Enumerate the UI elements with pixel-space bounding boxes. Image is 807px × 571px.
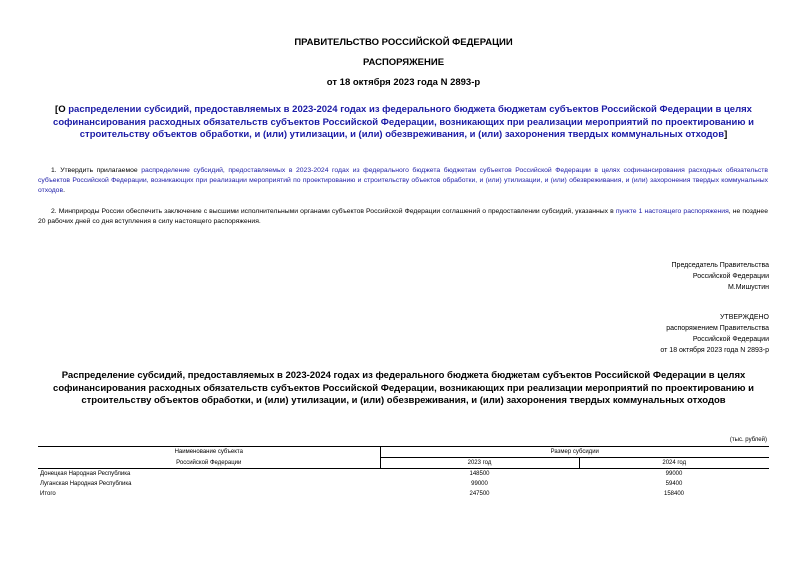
title-close-bracket: ]: [724, 129, 728, 140]
signature-name: М.Мишустин: [727, 284, 769, 291]
paragraph-2-prefix: 2. Минприроды России обеспечить заключение с высшими исполнительными органами субъектов Российской Федерации соглашений о предоставлении субсидий, указанных в: [51, 208, 616, 215]
row-2023: 148500: [469, 471, 490, 477]
document-date-number: от 18 октября 2023 года N 2893-р: [326, 77, 481, 88]
government-heading: ПРАВИТЕЛЬСТВО РОССИЙСКОЙ ФЕДЕРАЦИИ: [294, 37, 513, 48]
paragraph-1: [38, 166, 768, 196]
approval-block: [660, 312, 769, 356]
document-title: [36, 104, 771, 142]
signature-organization: Российской Федерации: [692, 273, 769, 280]
approval-heading: УТВЕРЖДЕНО: [719, 314, 769, 321]
paragraph-2-suffix: , не позднее 20 рабочих дней со дня вступления в силу настоящего распоряжения.: [38, 208, 768, 225]
table-row: [38, 489, 769, 499]
paragraph-2-link[interactable]: пункте 1 настоящего распоряжения: [615, 208, 729, 215]
signature-position: Председатель Правительства: [671, 262, 769, 269]
row-2024: 99000: [665, 471, 683, 477]
approval-line-4: от 18 октября 2023 года N 2893-р: [660, 347, 769, 354]
header-subject-line2: Российской Федерации: [38, 458, 380, 469]
header-2023: 2023 год: [380, 458, 579, 469]
table-row: [38, 469, 769, 480]
paragraph-2: [38, 207, 768, 227]
header-2024: 2024 год: [579, 458, 769, 469]
signature-block: [672, 260, 769, 293]
row-subject: Итого: [40, 491, 56, 497]
approval-line-3: Российской Федерации: [692, 336, 769, 343]
paragraph-1-prefix: 1. Утвердить прилагаемое: [51, 167, 142, 174]
header-amount: Размер субсидии: [380, 447, 769, 458]
row-subject: Луганская Народная Республика: [40, 481, 132, 487]
header-subject-line1: Наименование субъекта: [38, 447, 380, 458]
row-2023: 247500: [469, 491, 490, 497]
row-2023: 99000: [471, 481, 488, 487]
document-type: РАСПОРЯЖЕНИЕ: [362, 57, 445, 68]
paragraph-1-suffix: .: [63, 187, 65, 194]
row-2024: 158400: [663, 491, 685, 497]
table-row: [38, 479, 769, 489]
subsidy-table: [38, 446, 769, 499]
row-subject: Донецкая Народная Республика: [40, 471, 131, 477]
table-units: (тыс. рублей): [729, 437, 767, 443]
title-open-bracket: [О: [55, 104, 69, 115]
title-link[interactable]: распределении субсидий, предоставляемых в 2023-2024 годах из федерального бюджета бюджетам субъектов Российской Федерации в целях софинансирования расходных обязательств субъектов Российской Федерации, возникающих при реализации мероприятий по проектированию и строительству объектов обработки, и (или) утилизации, и (или) обезвреживания, и (или) захоронения твердых коммунальных отходов: [53, 104, 754, 140]
paragraph-1-link[interactable]: распределение субсидий, предоставляемых в 2023-2024 годах из федерального бюджета бюджетам субъектов Российской Федерации в целях софинансирования расходных обязательств субъектов Российской Федерации, возникающих при реализации мероприятий по проектированию и строительству объектов обработки, и (или) утилизации, и (или) обезвреживания, и (или) захоронения твердых коммунальных отходов: [38, 167, 768, 194]
row-2024: 59400: [665, 481, 683, 487]
annex-title: Распределение субсидий, предоставляемых в 2023-2024 годах из федерального бюджета бюджетам субъектов Российской Федерации в целях софинансирования расходных обязательств субъектов Российской Федерации, возникающих при реализации мероприятий по проектированию и строительству объектов обработки, и (или) утилизации, и (или) обезвреживания, и (или) захоронения твердых коммунальных отходов: [53, 370, 754, 406]
approval-line-2: распоряжением Правительства: [666, 325, 769, 332]
